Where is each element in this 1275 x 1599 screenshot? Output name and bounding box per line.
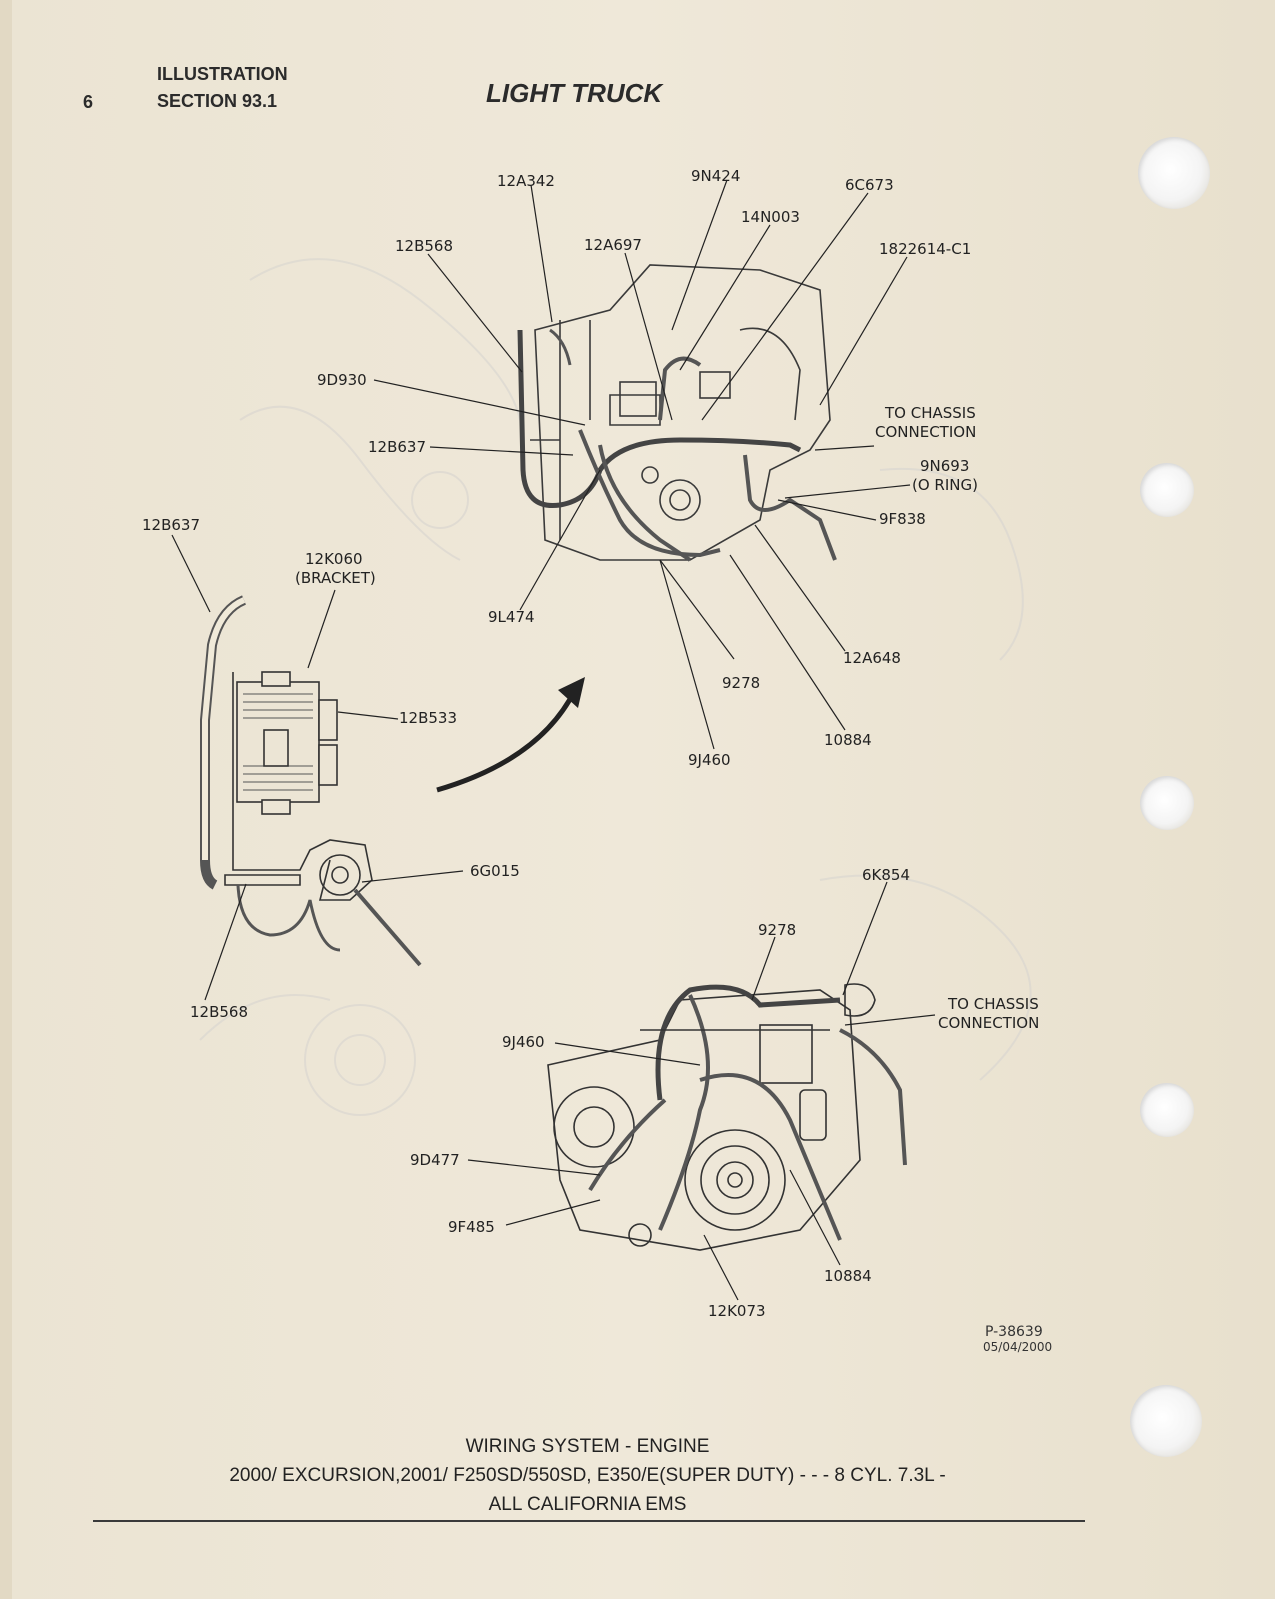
callout-10884-bottom: 10884 <box>824 1267 872 1285</box>
callout-14n003: 14N003 <box>741 208 800 226</box>
footer-rule <box>93 1520 1085 1522</box>
callout-12b533: 12B533 <box>399 709 458 727</box>
top-engine-view <box>520 265 835 560</box>
callout-to-chassis-top-2: CONNECTION <box>875 423 977 441</box>
callout-9l474: 9L474 <box>488 608 535 626</box>
page-number: 6 <box>83 92 94 112</box>
callout-12a342: 12A342 <box>497 172 555 190</box>
bottom-leader-lines <box>468 882 935 1300</box>
top-fan-wheel <box>660 480 700 520</box>
callout-6c673: 6C673 <box>845 176 894 194</box>
callout-12k060: 12K060 <box>305 550 363 568</box>
reference-date: 05/04/2000 <box>983 1340 1053 1354</box>
reference-number: P-38639 <box>985 1324 1043 1340</box>
callout-9f485: 9F485 <box>448 1218 495 1236</box>
callout-9j460-bottom: 9J460 <box>502 1033 545 1051</box>
callout-9f838: 9F838 <box>879 510 926 528</box>
caption-line-3: ALL CALIFORNIA EMS <box>488 1494 687 1515</box>
callout-o-ring: (O RING) <box>912 476 978 494</box>
callout-1822614-c1: 1822614-C1 <box>879 240 972 258</box>
callout-9d930: 9D930 <box>317 371 367 389</box>
callout-9n424: 9N424 <box>691 167 741 185</box>
caption-line-1: WIRING SYSTEM - ENGINE <box>465 1436 710 1457</box>
bottom-callouts <box>410 866 1039 1320</box>
callout-9d477: 9D477 <box>410 1151 460 1169</box>
callout-12b568-top: 12B568 <box>395 237 454 255</box>
callout-12b637-top: 12B637 <box>368 438 427 456</box>
callout-12b637-left: 12B637 <box>142 516 201 534</box>
callout-9j460-top: 9J460 <box>688 751 731 769</box>
callout-9278-top: 9278 <box>722 674 761 692</box>
callout-12a697: 12A697 <box>584 236 642 254</box>
view-arrow <box>437 677 585 790</box>
callout-6k854: 6K854 <box>862 866 911 884</box>
callout-bracket: (BRACKET) <box>295 569 376 587</box>
callout-6g015: 6G015 <box>470 862 520 880</box>
page-title: LIGHT TRUCK <box>486 78 663 108</box>
callout-12b568-left: 12B568 <box>190 1003 249 1021</box>
callout-12a648: 12A648 <box>843 649 901 667</box>
callout-9n693: 9N693 <box>920 457 970 475</box>
callout-to-chassis-bottom-1: TO CHASSIS <box>948 995 1039 1013</box>
top-leader-lines <box>374 180 910 749</box>
callout-12k073: 12K073 <box>708 1302 766 1320</box>
callout-10884-top: 10884 <box>824 731 872 749</box>
caption-line-2: 2000/ EXCURSION,2001/ F250SD/550SD, E350/E(SUPER DUTY) - - - 8 CYL. 7.3L - <box>229 1465 946 1486</box>
callout-to-chassis-top-1: TO CHASSIS <box>885 404 976 422</box>
callout-9278-bottom: 9278 <box>758 921 797 939</box>
section-label: SECTION 93.1 <box>157 91 278 111</box>
front-pulley <box>685 1130 785 1230</box>
illustration-label: ILLUSTRATION <box>157 64 288 84</box>
callout-to-chassis-bottom-2: CONNECTION <box>938 1014 1040 1032</box>
top-engine-outline <box>535 265 830 560</box>
